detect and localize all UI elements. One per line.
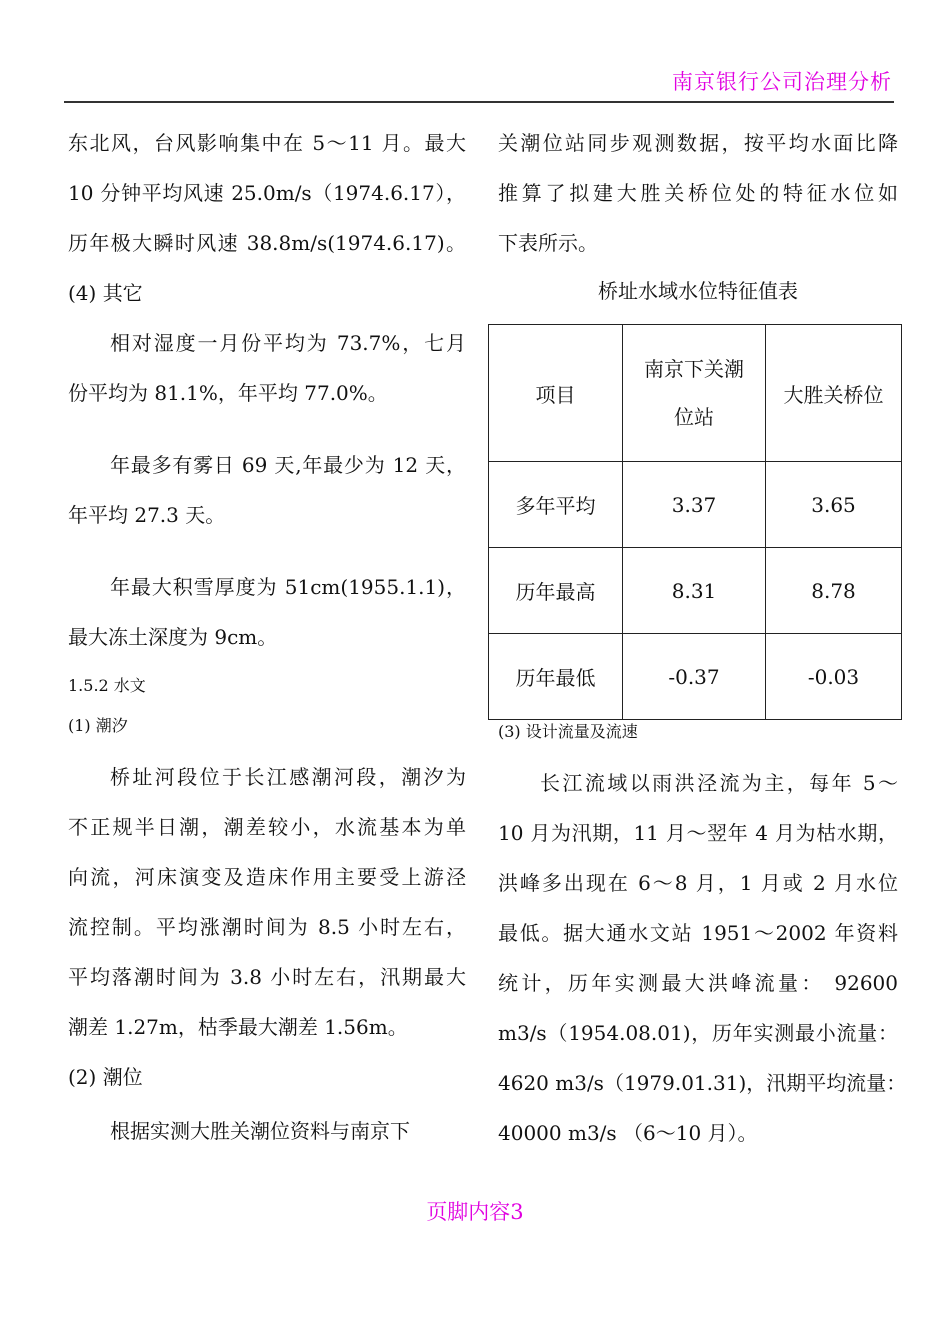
paragraph-line: 相对湿度一月份平均为 73.7%，七月	[110, 331, 466, 355]
paragraph-line: 40000 m3/s （6～10 月）。	[498, 1121, 758, 1145]
table-row	[489, 634, 902, 720]
paragraph-line: 推算了拟建大胜关桥位处的特征水位如	[498, 181, 898, 205]
table-cell: 8.31	[623, 548, 766, 634]
table-cell: 3.65	[766, 462, 902, 548]
section-heading-hydrology: 1.5.2 水文	[68, 676, 146, 695]
paragraph-line: 年最大积雪厚度为 51cm(1955.1.1)，	[110, 575, 466, 599]
paragraph-line: 流控制。平均涨潮时间为 8.5 小时左右，	[68, 915, 466, 939]
paragraph-line: 潮差 1.27m，枯季最大潮差 1.56m。	[68, 1015, 408, 1039]
right-column-lower	[498, 712, 907, 1158]
paragraph-line: 年平均 27.3 天。	[68, 503, 226, 527]
section-heading-tide-level: (2) 潮位	[68, 1065, 143, 1089]
header-cell-item: 项目	[489, 325, 623, 462]
paragraph-line: 长江流域以雨洪泾流为主，每年 5～	[540, 771, 898, 795]
section-heading-flow: (3) 设计流量及流速	[498, 722, 638, 741]
water-level-table	[488, 324, 902, 720]
paragraph-line: m3/s（1954.08.01)，历年实测最小流量：	[498, 1021, 898, 1045]
paragraph-line: 统计，历年实测最大洪峰流量： 92600	[498, 971, 898, 995]
header-cell-line: 位站	[674, 405, 714, 429]
paragraph-line: 最低。据大通水文站 1951～2002 年资料	[498, 921, 898, 945]
paragraph-line: 下表所示。	[498, 231, 598, 255]
table-row	[489, 462, 902, 548]
header-cell-nanjing	[623, 325, 766, 462]
paragraph-line: 年最多有雾日 69 天,年最少为 12 天，	[110, 453, 466, 477]
table-cell: 3.37	[623, 462, 766, 548]
header-cell-line: 南京下关潮	[644, 357, 744, 381]
paragraph-line: 向流，河床演变及造床作用主要受上游泾	[68, 865, 466, 889]
table-cell: 8.78	[766, 548, 902, 634]
table-cell: 多年平均	[489, 462, 623, 548]
paragraph-line: 历年极大瞬时风速 38.8m/s(1974.6.17)。	[68, 231, 466, 255]
paragraph-line: 平均落潮时间为 3.8 小时左右，汛期最大	[68, 965, 466, 989]
paragraph-line: 关潮位站同步观测数据，按平均水面比降	[498, 131, 898, 155]
table-caption: 桥址水域水位特征值表	[598, 279, 798, 303]
paragraph-line: 10 分钟平均风速 25.0m/s（1974.6.17），	[68, 181, 466, 205]
table-cell: 历年最高	[489, 548, 623, 634]
table-row	[489, 548, 902, 634]
paragraph-line: 4620 m3/s（1979.01.31)，汛期平均流量：	[498, 1071, 907, 1095]
paragraph-line: 洪峰多出现在 6～8 月，1 月或 2 月水位	[498, 871, 898, 895]
header-cell-dasheng: 大胜关桥位	[766, 325, 902, 462]
table-header-row	[489, 325, 902, 462]
paragraph-line: 10 月为汛期，11 月～翌年 4 月为枯水期，	[498, 821, 898, 845]
page-footer: 页脚内容3	[426, 1200, 524, 1224]
table-cell: -0.03	[766, 634, 902, 720]
header-title: 南京银行公司治理分析	[672, 70, 892, 94]
table-cell: -0.37	[623, 634, 766, 720]
right-column	[498, 118, 898, 314]
paragraph-line: 不正规半日潮，潮差较小，水流基本为单	[68, 815, 466, 839]
section-heading-other: (4) 其它	[68, 281, 143, 305]
section-heading-tide: (1) 潮汐	[68, 716, 128, 735]
paragraph-line: 东北风，台风影响集中在 5～11 月。最大	[68, 131, 466, 155]
paragraph-line: 最大冻土深度为 9cm。	[68, 625, 278, 649]
left-column	[68, 118, 466, 1156]
paragraph-line: 根据实测大胜关潮位资料与南京下	[110, 1119, 410, 1143]
paragraph-line: 桥址河段位于长江感潮河段，潮汐为	[110, 765, 466, 789]
header-divider	[64, 101, 894, 103]
paragraph-line: 份平均为 81.1%，年平均 77.0%。	[68, 381, 388, 405]
table-cell: 历年最低	[489, 634, 623, 720]
